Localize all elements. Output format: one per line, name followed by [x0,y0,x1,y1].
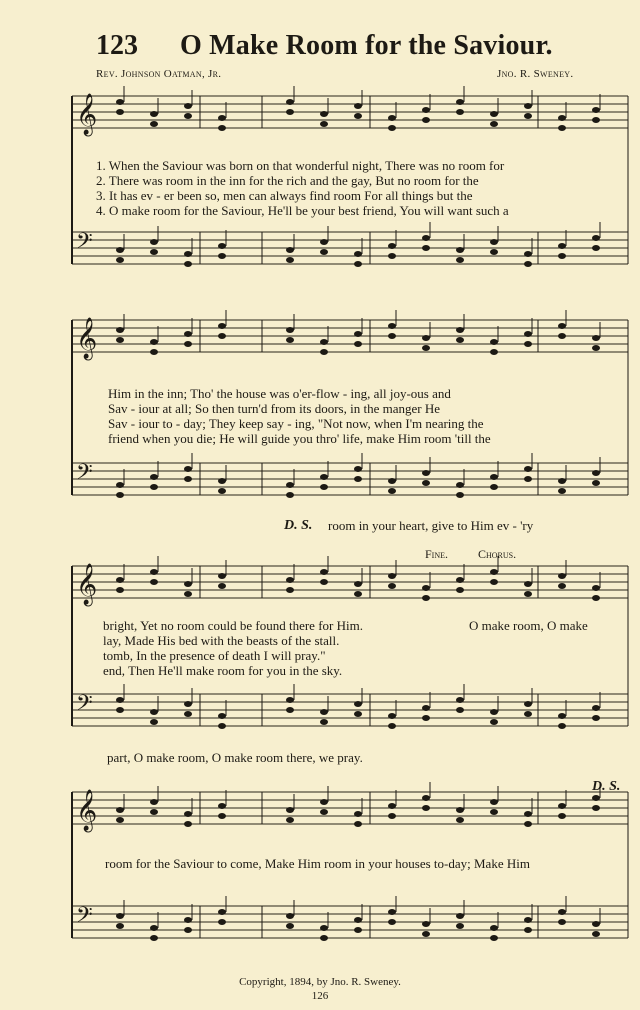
note-head [558,919,566,925]
page-number: 126 [311,990,329,1002]
bass-clef-icon: 𝄢 [76,460,93,490]
note-head [592,795,600,801]
chorus-lyric-line: O make room, O make [469,618,588,633]
note-head [456,817,464,823]
note-head [116,337,124,343]
note-head [320,925,328,931]
note-head [286,257,294,263]
note-head [116,482,124,488]
note-head [116,247,124,253]
note-head [490,339,498,345]
note-head [150,579,158,585]
bass-lyric-line: part, O make room, O make room there, we pray. [107,750,363,765]
note-head [592,117,600,123]
note-head [150,474,158,480]
note-head [422,805,430,811]
note-head [422,795,430,801]
note-head [286,577,294,583]
note-head [592,805,600,811]
note-head [286,697,294,703]
note-head [116,807,124,813]
hymn-number: 123 [96,30,138,61]
note-head [422,335,430,341]
note-head [286,482,294,488]
bass-clef-icon: 𝄢 [76,903,93,933]
note-head [388,909,396,915]
verse-line-4: end, Then He'll make room for you in the sky. [103,663,343,678]
note-head [490,121,498,127]
note-head [116,817,124,823]
note-head [184,466,192,472]
note-head [490,799,498,805]
verse-line-3: Sav - iour to - day; They keep say - ing, "Not now, when I'm nearing the [108,416,484,431]
note-head [286,99,294,105]
note-head [490,709,498,715]
note-head [592,705,600,711]
note-head [354,927,362,933]
note-head [150,935,158,941]
note-head [558,573,566,579]
copyright-notice: Copyright, 1894, by Jno. R. Sweney. [239,976,401,988]
note-head [320,935,328,941]
note-head [592,107,600,113]
note-head [320,809,328,815]
note-head [218,243,226,249]
note-head [388,723,396,729]
verse-line-3: tomb, In the presence of death I will pray." [103,648,326,663]
note-head [354,476,362,482]
note-head [524,476,532,482]
note-head [558,253,566,259]
note-head [456,99,464,105]
note-head [558,323,566,329]
note-head [524,701,532,707]
note-head [286,587,294,593]
note-head [218,713,226,719]
note-head [388,573,396,579]
note-head [320,484,328,490]
verse-line-2: lay, Made His bed with the beasts of the stall. [103,633,340,648]
note-head [218,803,226,809]
note-head [524,821,532,827]
note-head [286,109,294,115]
note-head [558,243,566,249]
note-head [388,323,396,329]
note-head [422,235,430,241]
note-head [184,917,192,923]
note-head [388,803,396,809]
note-head [558,478,566,484]
note-head [558,115,566,121]
note-head [422,107,430,113]
note-head [218,583,226,589]
note-head [456,257,464,263]
bass-clef-icon: 𝄢 [76,691,93,721]
note-head [524,811,532,817]
note-head [354,103,362,109]
note-head [490,249,498,255]
note-head [388,713,396,719]
note-head [490,935,498,941]
note-head [422,480,430,486]
note-head [320,349,328,355]
ds-lyric-line: room in your heart, give to Him ev - 'ry [328,518,534,533]
note-head [320,339,328,345]
note-head [150,925,158,931]
note-head [422,585,430,591]
note-head [320,719,328,725]
note-head [320,474,328,480]
note-head [354,821,362,827]
note-head [524,113,532,119]
note-head [388,488,396,494]
note-head [558,813,566,819]
note-head [116,99,124,105]
note-head [354,581,362,587]
note-head [218,478,226,484]
note-head [490,111,498,117]
note-head [150,809,158,815]
note-head [218,723,226,729]
note-head [388,243,396,249]
verse-line-2: Sav - iour at all; So then turn'd from its doors, in the manger He [108,401,440,416]
note-head [320,569,328,575]
note-head [456,807,464,813]
note-head [184,341,192,347]
note-head [218,323,226,329]
treble-clef-icon: 𝄞 [76,318,98,359]
note-head [456,577,464,583]
note-head [422,470,430,476]
note-head [354,591,362,597]
note-head [150,709,158,715]
note-head [286,327,294,333]
note-head [524,711,532,717]
bass-clef-icon: 𝄢 [76,229,93,259]
note-head [592,245,600,251]
note-head [116,923,124,929]
note-head [456,923,464,929]
note-head [116,707,124,713]
note-head [422,931,430,937]
note-head [592,235,600,241]
note-head [116,327,124,333]
note-head [558,333,566,339]
note-head [184,821,192,827]
note-head [558,583,566,589]
note-head [218,573,226,579]
note-head [116,492,124,498]
note-head [456,247,464,253]
ds-label: D. S. [284,518,313,533]
note-head [116,577,124,583]
note-head [558,803,566,809]
note-head [286,923,294,929]
note-head [524,331,532,337]
note-head [490,474,498,480]
chorus-marking: Chorus. [478,547,517,561]
note-head [286,807,294,813]
note-head [286,337,294,343]
verse-line-1: bright, Yet no room could be found there for Him. [103,618,363,633]
note-head [150,121,158,127]
note-head [422,921,430,927]
note-head [354,917,362,923]
chorus-final-line: room for the Saviour to come, Make Him room in your houses to-day; Make Him [105,856,530,871]
note-head [592,921,600,927]
treble-clef-icon: 𝄞 [76,94,98,135]
note-head [490,349,498,355]
note-head [388,919,396,925]
note-head [286,817,294,823]
note-head [592,931,600,937]
note-head [490,719,498,725]
note-head [320,799,328,805]
note-head [592,470,600,476]
verse-line-4: friend when you die; He will guide you thro' life, make Him room 'till the [108,431,491,446]
note-head [422,705,430,711]
note-head [558,125,566,131]
treble-clef-icon: 𝄞 [76,790,98,831]
note-head [422,595,430,601]
note-head [422,117,430,123]
note-head [184,251,192,257]
note-head [456,707,464,713]
note-head [150,239,158,245]
note-head [456,109,464,115]
fine-marking: Fine. [425,547,449,561]
note-head [354,331,362,337]
note-head [388,115,396,121]
note-head [456,913,464,919]
verse-line-3: 3. It has ev - er been so, men can always find room For all things but the [96,188,473,203]
note-head [558,723,566,729]
note-head [388,813,396,819]
lyricist-credit: Rev. Johnson Oatman, Jr. [96,68,222,80]
note-head [354,701,362,707]
note-head [456,337,464,343]
note-head [354,466,362,472]
note-head [286,913,294,919]
note-head [592,345,600,351]
note-head [524,581,532,587]
note-head [524,261,532,267]
note-head [218,333,226,339]
note-head [116,913,124,919]
note-head [150,484,158,490]
note-head [286,492,294,498]
note-head [354,341,362,347]
note-head [150,569,158,575]
note-head [456,482,464,488]
note-head [456,697,464,703]
note-head [320,249,328,255]
note-head [320,121,328,127]
note-head [524,466,532,472]
note-head [388,125,396,131]
note-head [354,811,362,817]
note-head [388,253,396,259]
note-head [218,253,226,259]
note-head [184,103,192,109]
note-head [490,579,498,585]
note-head [320,709,328,715]
note-head [184,331,192,337]
note-head [218,488,226,494]
note-head [354,251,362,257]
note-head [592,715,600,721]
note-head [490,484,498,490]
note-head [184,113,192,119]
treble-clef-icon: 𝄞 [76,564,98,605]
note-head [184,261,192,267]
note-head [116,109,124,115]
note-head [116,587,124,593]
note-head [150,349,158,355]
note-head [286,247,294,253]
note-head [286,707,294,713]
note-head [388,333,396,339]
note-head [150,719,158,725]
note-head [320,239,328,245]
note-head [150,799,158,805]
composer-credit: Jno. R. Sweney. [497,68,574,80]
note-head [558,713,566,719]
note-head [184,581,192,587]
ds-end-marking: D. S. [592,779,621,794]
note-head [150,339,158,345]
note-head [524,591,532,597]
hymn-title: O Make Room for the Saviour. [180,30,553,61]
note-head [150,111,158,117]
note-head [490,569,498,575]
note-head [592,335,600,341]
note-head [490,809,498,815]
verse-line-2: 2. There was room in the inn for the rich and the gay, But no room for the [96,173,479,188]
note-head [490,239,498,245]
verse-line-1: 1. When the Saviour was born on that wonderful night, There was no room for [96,158,505,173]
note-head [150,249,158,255]
note-head [218,125,226,131]
note-head [524,103,532,109]
note-head [116,257,124,263]
note-head [218,909,226,915]
note-head [524,341,532,347]
note-head [592,480,600,486]
note-head [456,327,464,333]
note-head [490,925,498,931]
note-head [354,261,362,267]
note-head [354,711,362,717]
note-head [388,478,396,484]
note-head [524,927,532,933]
note-head [524,251,532,257]
verse-line-4: 4. O make room for the Saviour, He'll be your best friend, You will want such a [96,203,509,218]
verse-line-1: Him in the inn; Tho' the house was o'er-flow - ing, all joy-ous and [108,386,451,401]
note-head [320,111,328,117]
note-head [184,701,192,707]
note-head [422,715,430,721]
note-head [320,579,328,585]
note-head [184,476,192,482]
note-head [354,113,362,119]
note-head [558,909,566,915]
note-head [388,583,396,589]
note-head [218,919,226,925]
note-head [116,697,124,703]
note-head [184,811,192,817]
note-head [592,585,600,591]
note-head [558,488,566,494]
note-head [524,917,532,923]
note-head [218,813,226,819]
note-head [422,245,430,251]
note-head [592,595,600,601]
note-head [422,345,430,351]
note-head [456,587,464,593]
note-head [218,115,226,121]
note-head [184,711,192,717]
note-head [456,492,464,498]
note-head [184,927,192,933]
note-head [184,591,192,597]
